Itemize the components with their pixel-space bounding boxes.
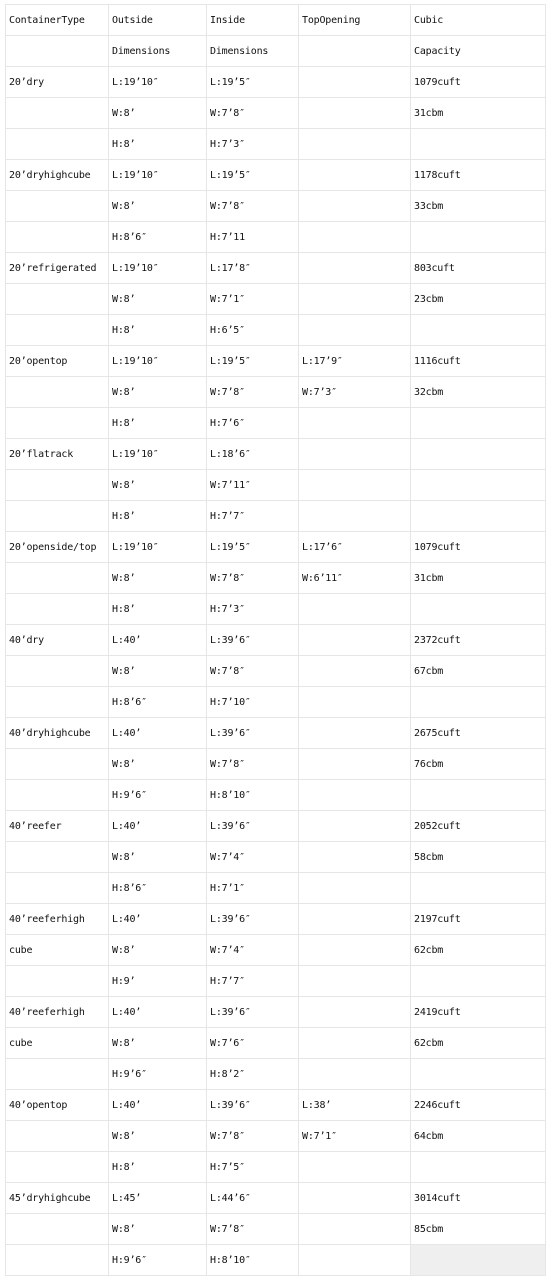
cubic-capacity-cell: 1079cuft — [411, 67, 546, 98]
top-opening-cell — [299, 656, 411, 687]
outside-dimensions-cell: W:8’ — [109, 191, 207, 222]
container-type-cell: 20’openside/top — [6, 532, 109, 563]
cubic-capacity-cell — [411, 408, 546, 439]
cubic-capacity-cell: 803cuft — [411, 253, 546, 284]
cubic-capacity-cell: 64cbm — [411, 1121, 546, 1152]
table-row — [6, 98, 546, 129]
table-row — [6, 873, 546, 904]
cubic-capacity-cell — [411, 129, 546, 160]
table-row — [6, 1121, 546, 1152]
cubic-capacity-cell: 23cbm — [411, 284, 546, 315]
container-type-cell: 40’opentop — [6, 1090, 109, 1121]
cubic-capacity-cell — [411, 1245, 546, 1276]
inside-dimensions-cell: H:8’10″ — [207, 1245, 299, 1276]
container-type-cell — [6, 191, 109, 222]
inside-dimensions-cell: Inside — [207, 5, 299, 36]
cubic-capacity-cell: 3014cuft — [411, 1183, 546, 1214]
inside-dimensions-cell: L:19’5″ — [207, 532, 299, 563]
outside-dimensions-cell: L:19’10″ — [109, 439, 207, 470]
inside-dimensions-cell: L:17’8″ — [207, 253, 299, 284]
cubic-capacity-cell — [411, 1059, 546, 1090]
outside-dimensions-cell: W:8’ — [109, 377, 207, 408]
table-row — [6, 222, 546, 253]
top-opening-cell: L:17’6″ — [299, 532, 411, 563]
top-opening-cell — [299, 842, 411, 873]
container-type-cell — [6, 315, 109, 346]
top-opening-cell — [299, 1028, 411, 1059]
top-opening-cell — [299, 1152, 411, 1183]
table-row — [6, 780, 546, 811]
top-opening-cell — [299, 904, 411, 935]
container-type-cell — [6, 594, 109, 625]
table-row — [6, 811, 546, 842]
top-opening-cell — [299, 1214, 411, 1245]
top-opening-cell — [299, 873, 411, 904]
inside-dimensions-cell: W:7’8″ — [207, 749, 299, 780]
container-type-cell: cube — [6, 935, 109, 966]
outside-dimensions-cell: L:40’ — [109, 1090, 207, 1121]
cubic-capacity-cell: 2246cuft — [411, 1090, 546, 1121]
cubic-capacity-cell — [411, 594, 546, 625]
outside-dimensions-cell: H:8’ — [109, 1152, 207, 1183]
outside-dimensions-cell: Dimensions — [109, 36, 207, 67]
outside-dimensions-cell: W:8’ — [109, 842, 207, 873]
container-type-cell — [6, 284, 109, 315]
inside-dimensions-cell: H:7’7″ — [207, 966, 299, 997]
outside-dimensions-cell: H:9’ — [109, 966, 207, 997]
outside-dimensions-cell: L:19’10″ — [109, 253, 207, 284]
inside-dimensions-cell: W:7’6″ — [207, 1028, 299, 1059]
inside-dimensions-cell: H:7’11 — [207, 222, 299, 253]
inside-dimensions-cell: W:7’8″ — [207, 1121, 299, 1152]
inside-dimensions-cell: L:39’6″ — [207, 625, 299, 656]
inside-dimensions-cell: W:7’8″ — [207, 1214, 299, 1245]
outside-dimensions-cell: W:8’ — [109, 656, 207, 687]
table-row — [6, 160, 546, 191]
table-body — [6, 5, 546, 1276]
top-opening-cell — [299, 1059, 411, 1090]
outside-dimensions-cell: H:8’6″ — [109, 222, 207, 253]
outside-dimensions-cell: W:8’ — [109, 749, 207, 780]
inside-dimensions-cell: W:7’8″ — [207, 191, 299, 222]
container-type-cell: 20’refrigerated — [6, 253, 109, 284]
cubic-capacity-cell — [411, 501, 546, 532]
inside-dimensions-cell: W:7’8″ — [207, 563, 299, 594]
top-opening-cell — [299, 997, 411, 1028]
cubic-capacity-cell: 85cbm — [411, 1214, 546, 1245]
container-type-cell: 20’dry — [6, 67, 109, 98]
table-row — [6, 439, 546, 470]
top-opening-cell: L:38’ — [299, 1090, 411, 1121]
inside-dimensions-cell: W:7’8″ — [207, 98, 299, 129]
outside-dimensions-cell: H:9’6″ — [109, 780, 207, 811]
outside-dimensions-cell: L:40’ — [109, 904, 207, 935]
container-type-cell — [6, 1214, 109, 1245]
container-type-cell: 40’dryhighcube — [6, 718, 109, 749]
table-row — [6, 1214, 546, 1245]
outside-dimensions-cell: W:8’ — [109, 1121, 207, 1152]
outside-dimensions-cell: H:9’6″ — [109, 1245, 207, 1276]
top-opening-cell — [299, 36, 411, 67]
cubic-capacity-cell: 2052cuft — [411, 811, 546, 842]
container-type-cell — [6, 780, 109, 811]
table-header-row — [6, 5, 546, 36]
top-opening-cell — [299, 935, 411, 966]
inside-dimensions-cell: W:7’8″ — [207, 377, 299, 408]
inside-dimensions-cell: W:7’1″ — [207, 284, 299, 315]
container-type-cell: 45’dryhighcube — [6, 1183, 109, 1214]
outside-dimensions-cell: H:8’ — [109, 594, 207, 625]
cubic-capacity-cell: 1079cuft — [411, 532, 546, 563]
container-type-cell — [6, 501, 109, 532]
outside-dimensions-cell: L:19’10″ — [109, 532, 207, 563]
outside-dimensions-cell: H:9’6″ — [109, 1059, 207, 1090]
top-opening-cell — [299, 966, 411, 997]
outside-dimensions-cell: Outside — [109, 5, 207, 36]
inside-dimensions-cell: H:7’1″ — [207, 873, 299, 904]
cubic-capacity-cell — [411, 1152, 546, 1183]
inside-dimensions-cell: L:19’5″ — [207, 160, 299, 191]
table-row — [6, 1059, 546, 1090]
cubic-capacity-cell — [411, 439, 546, 470]
outside-dimensions-cell: L:45’ — [109, 1183, 207, 1214]
inside-dimensions-cell: H:6’5″ — [207, 315, 299, 346]
outside-dimensions-cell: W:8’ — [109, 1214, 207, 1245]
cubic-capacity-cell: 1178cuft — [411, 160, 546, 191]
top-opening-cell — [299, 253, 411, 284]
table-row — [6, 315, 546, 346]
table-row — [6, 1183, 546, 1214]
table-row — [6, 408, 546, 439]
cubic-capacity-cell — [411, 873, 546, 904]
cubic-capacity-cell: 62cbm — [411, 1028, 546, 1059]
top-opening-cell — [299, 67, 411, 98]
outside-dimensions-cell: H:8’ — [109, 315, 207, 346]
cubic-capacity-cell: 2197cuft — [411, 904, 546, 935]
container-type-cell: 20’opentop — [6, 346, 109, 377]
container-type-cell: 20’flatrack — [6, 439, 109, 470]
cubic-capacity-cell: 2372cuft — [411, 625, 546, 656]
inside-dimensions-cell: L:39’6″ — [207, 1090, 299, 1121]
container-type-cell — [6, 1245, 109, 1276]
outside-dimensions-cell: W:8’ — [109, 935, 207, 966]
table-row — [6, 191, 546, 222]
cubic-capacity-cell — [411, 470, 546, 501]
table-header-row — [6, 36, 546, 67]
outside-dimensions-cell: L:40’ — [109, 811, 207, 842]
cubic-capacity-cell — [411, 687, 546, 718]
outside-dimensions-cell: L:19’10″ — [109, 67, 207, 98]
inside-dimensions-cell: W:7’4″ — [207, 842, 299, 873]
table-row — [6, 749, 546, 780]
table-row — [6, 594, 546, 625]
inside-dimensions-cell: L:44’6″ — [207, 1183, 299, 1214]
outside-dimensions-cell: W:8’ — [109, 284, 207, 315]
cubic-capacity-cell: 32cbm — [411, 377, 546, 408]
inside-dimensions-cell: H:8’2″ — [207, 1059, 299, 1090]
cubic-capacity-cell — [411, 222, 546, 253]
table-row — [6, 67, 546, 98]
table-row — [6, 935, 546, 966]
cubic-capacity-cell — [411, 780, 546, 811]
container-type-cell — [6, 656, 109, 687]
inside-dimensions-cell: L:39’6″ — [207, 997, 299, 1028]
outside-dimensions-cell: L:19’10″ — [109, 346, 207, 377]
cubic-capacity-cell: 2675cuft — [411, 718, 546, 749]
top-opening-cell — [299, 780, 411, 811]
container-type-cell — [6, 687, 109, 718]
cubic-capacity-cell — [411, 966, 546, 997]
top-opening-cell — [299, 129, 411, 160]
cubic-capacity-cell — [411, 315, 546, 346]
inside-dimensions-cell: L:19’5″ — [207, 67, 299, 98]
inside-dimensions-cell: L:39’6″ — [207, 904, 299, 935]
inside-dimensions-cell: H:7’7″ — [207, 501, 299, 532]
container-type-cell: 40’reefer — [6, 811, 109, 842]
inside-dimensions-cell: L:19’5″ — [207, 346, 299, 377]
outside-dimensions-cell: W:8’ — [109, 470, 207, 501]
top-opening-cell — [299, 191, 411, 222]
container-type-cell — [6, 377, 109, 408]
inside-dimensions-cell: H:7’10″ — [207, 687, 299, 718]
container-type-cell — [6, 749, 109, 780]
container-type-cell: 40’dry — [6, 625, 109, 656]
container-type-cell — [6, 1059, 109, 1090]
container-type-cell — [6, 36, 109, 67]
top-opening-cell — [299, 439, 411, 470]
container-type-cell — [6, 129, 109, 160]
table-row — [6, 1152, 546, 1183]
container-type-cell: 20’dryhighcube — [6, 160, 109, 191]
outside-dimensions-cell: L:19’10″ — [109, 160, 207, 191]
inside-dimensions-cell: H:7’6″ — [207, 408, 299, 439]
table-row — [6, 346, 546, 377]
table-row — [6, 532, 546, 563]
container-type-cell — [6, 222, 109, 253]
table-row — [6, 501, 546, 532]
inside-dimensions-cell: Dimensions — [207, 36, 299, 67]
outside-dimensions-cell: H:8’ — [109, 501, 207, 532]
top-opening-cell — [299, 1183, 411, 1214]
top-opening-cell — [299, 284, 411, 315]
container-type-cell: ContainerType — [6, 5, 109, 36]
inside-dimensions-cell: W:7’11″ — [207, 470, 299, 501]
table-row — [6, 563, 546, 594]
table-row — [6, 377, 546, 408]
top-opening-cell — [299, 749, 411, 780]
top-opening-cell: TopOpening — [299, 5, 411, 36]
top-opening-cell — [299, 408, 411, 439]
outside-dimensions-cell: H:8’ — [109, 129, 207, 160]
inside-dimensions-cell: H:8’10″ — [207, 780, 299, 811]
container-type-cell — [6, 873, 109, 904]
top-opening-cell — [299, 594, 411, 625]
cubic-capacity-cell: Capacity — [411, 36, 546, 67]
top-opening-cell — [299, 470, 411, 501]
top-opening-cell — [299, 222, 411, 253]
top-opening-cell — [299, 98, 411, 129]
inside-dimensions-cell: L:18’6″ — [207, 439, 299, 470]
top-opening-cell — [299, 501, 411, 532]
container-type-cell — [6, 408, 109, 439]
outside-dimensions-cell: H:8’6″ — [109, 687, 207, 718]
container-type-cell: cube — [6, 1028, 109, 1059]
table-row — [6, 687, 546, 718]
top-opening-cell: W:6’11″ — [299, 563, 411, 594]
table-row — [6, 904, 546, 935]
table-row — [6, 718, 546, 749]
cubic-capacity-cell: Cubic — [411, 5, 546, 36]
table-row — [6, 129, 546, 160]
cubic-capacity-cell: 33cbm — [411, 191, 546, 222]
table-row — [6, 253, 546, 284]
container-type-cell — [6, 563, 109, 594]
cubic-capacity-cell: 67cbm — [411, 656, 546, 687]
table-row — [6, 997, 546, 1028]
top-opening-cell — [299, 811, 411, 842]
outside-dimensions-cell: L:40’ — [109, 625, 207, 656]
top-opening-cell — [299, 315, 411, 346]
cubic-capacity-cell: 58cbm — [411, 842, 546, 873]
outside-dimensions-cell: H:8’ — [109, 408, 207, 439]
top-opening-cell: L:17’9″ — [299, 346, 411, 377]
outside-dimensions-cell: H:8’6″ — [109, 873, 207, 904]
top-opening-cell — [299, 687, 411, 718]
outside-dimensions-cell: L:40’ — [109, 997, 207, 1028]
container-type-cell — [6, 842, 109, 873]
table-row — [6, 656, 546, 687]
table-row — [6, 1090, 546, 1121]
top-opening-cell — [299, 1245, 411, 1276]
table-row — [6, 470, 546, 501]
outside-dimensions-cell: L:40’ — [109, 718, 207, 749]
inside-dimensions-cell: H:7’3″ — [207, 594, 299, 625]
container-type-cell — [6, 1152, 109, 1183]
table-row — [6, 284, 546, 315]
container-type-cell — [6, 966, 109, 997]
table-row — [6, 625, 546, 656]
container-type-cell — [6, 1121, 109, 1152]
top-opening-cell: W:7’1″ — [299, 1121, 411, 1152]
top-opening-cell: W:7’3″ — [299, 377, 411, 408]
container-specs-table — [5, 4, 546, 1276]
table-row — [6, 1245, 546, 1276]
cubic-capacity-cell: 2419cuft — [411, 997, 546, 1028]
cubic-capacity-cell: 1116cuft — [411, 346, 546, 377]
top-opening-cell — [299, 718, 411, 749]
table-row — [6, 966, 546, 997]
cubic-capacity-cell: 31cbm — [411, 563, 546, 594]
inside-dimensions-cell: L:39’6″ — [207, 811, 299, 842]
inside-dimensions-cell: W:7’8″ — [207, 656, 299, 687]
table-row — [6, 842, 546, 873]
cubic-capacity-cell: 62cbm — [411, 935, 546, 966]
container-type-cell — [6, 470, 109, 501]
container-type-cell: 40’reeferhigh — [6, 904, 109, 935]
inside-dimensions-cell: L:39’6″ — [207, 718, 299, 749]
outside-dimensions-cell: W:8’ — [109, 1028, 207, 1059]
table-row — [6, 1028, 546, 1059]
inside-dimensions-cell: W:7’4″ — [207, 935, 299, 966]
top-opening-cell — [299, 160, 411, 191]
cubic-capacity-cell: 76cbm — [411, 749, 546, 780]
cubic-capacity-cell: 31cbm — [411, 98, 546, 129]
inside-dimensions-cell: H:7’3″ — [207, 129, 299, 160]
outside-dimensions-cell: W:8’ — [109, 98, 207, 129]
outside-dimensions-cell: W:8’ — [109, 563, 207, 594]
inside-dimensions-cell: H:7’5″ — [207, 1152, 299, 1183]
container-type-cell: 40’reeferhigh — [6, 997, 109, 1028]
container-type-cell — [6, 98, 109, 129]
top-opening-cell — [299, 625, 411, 656]
